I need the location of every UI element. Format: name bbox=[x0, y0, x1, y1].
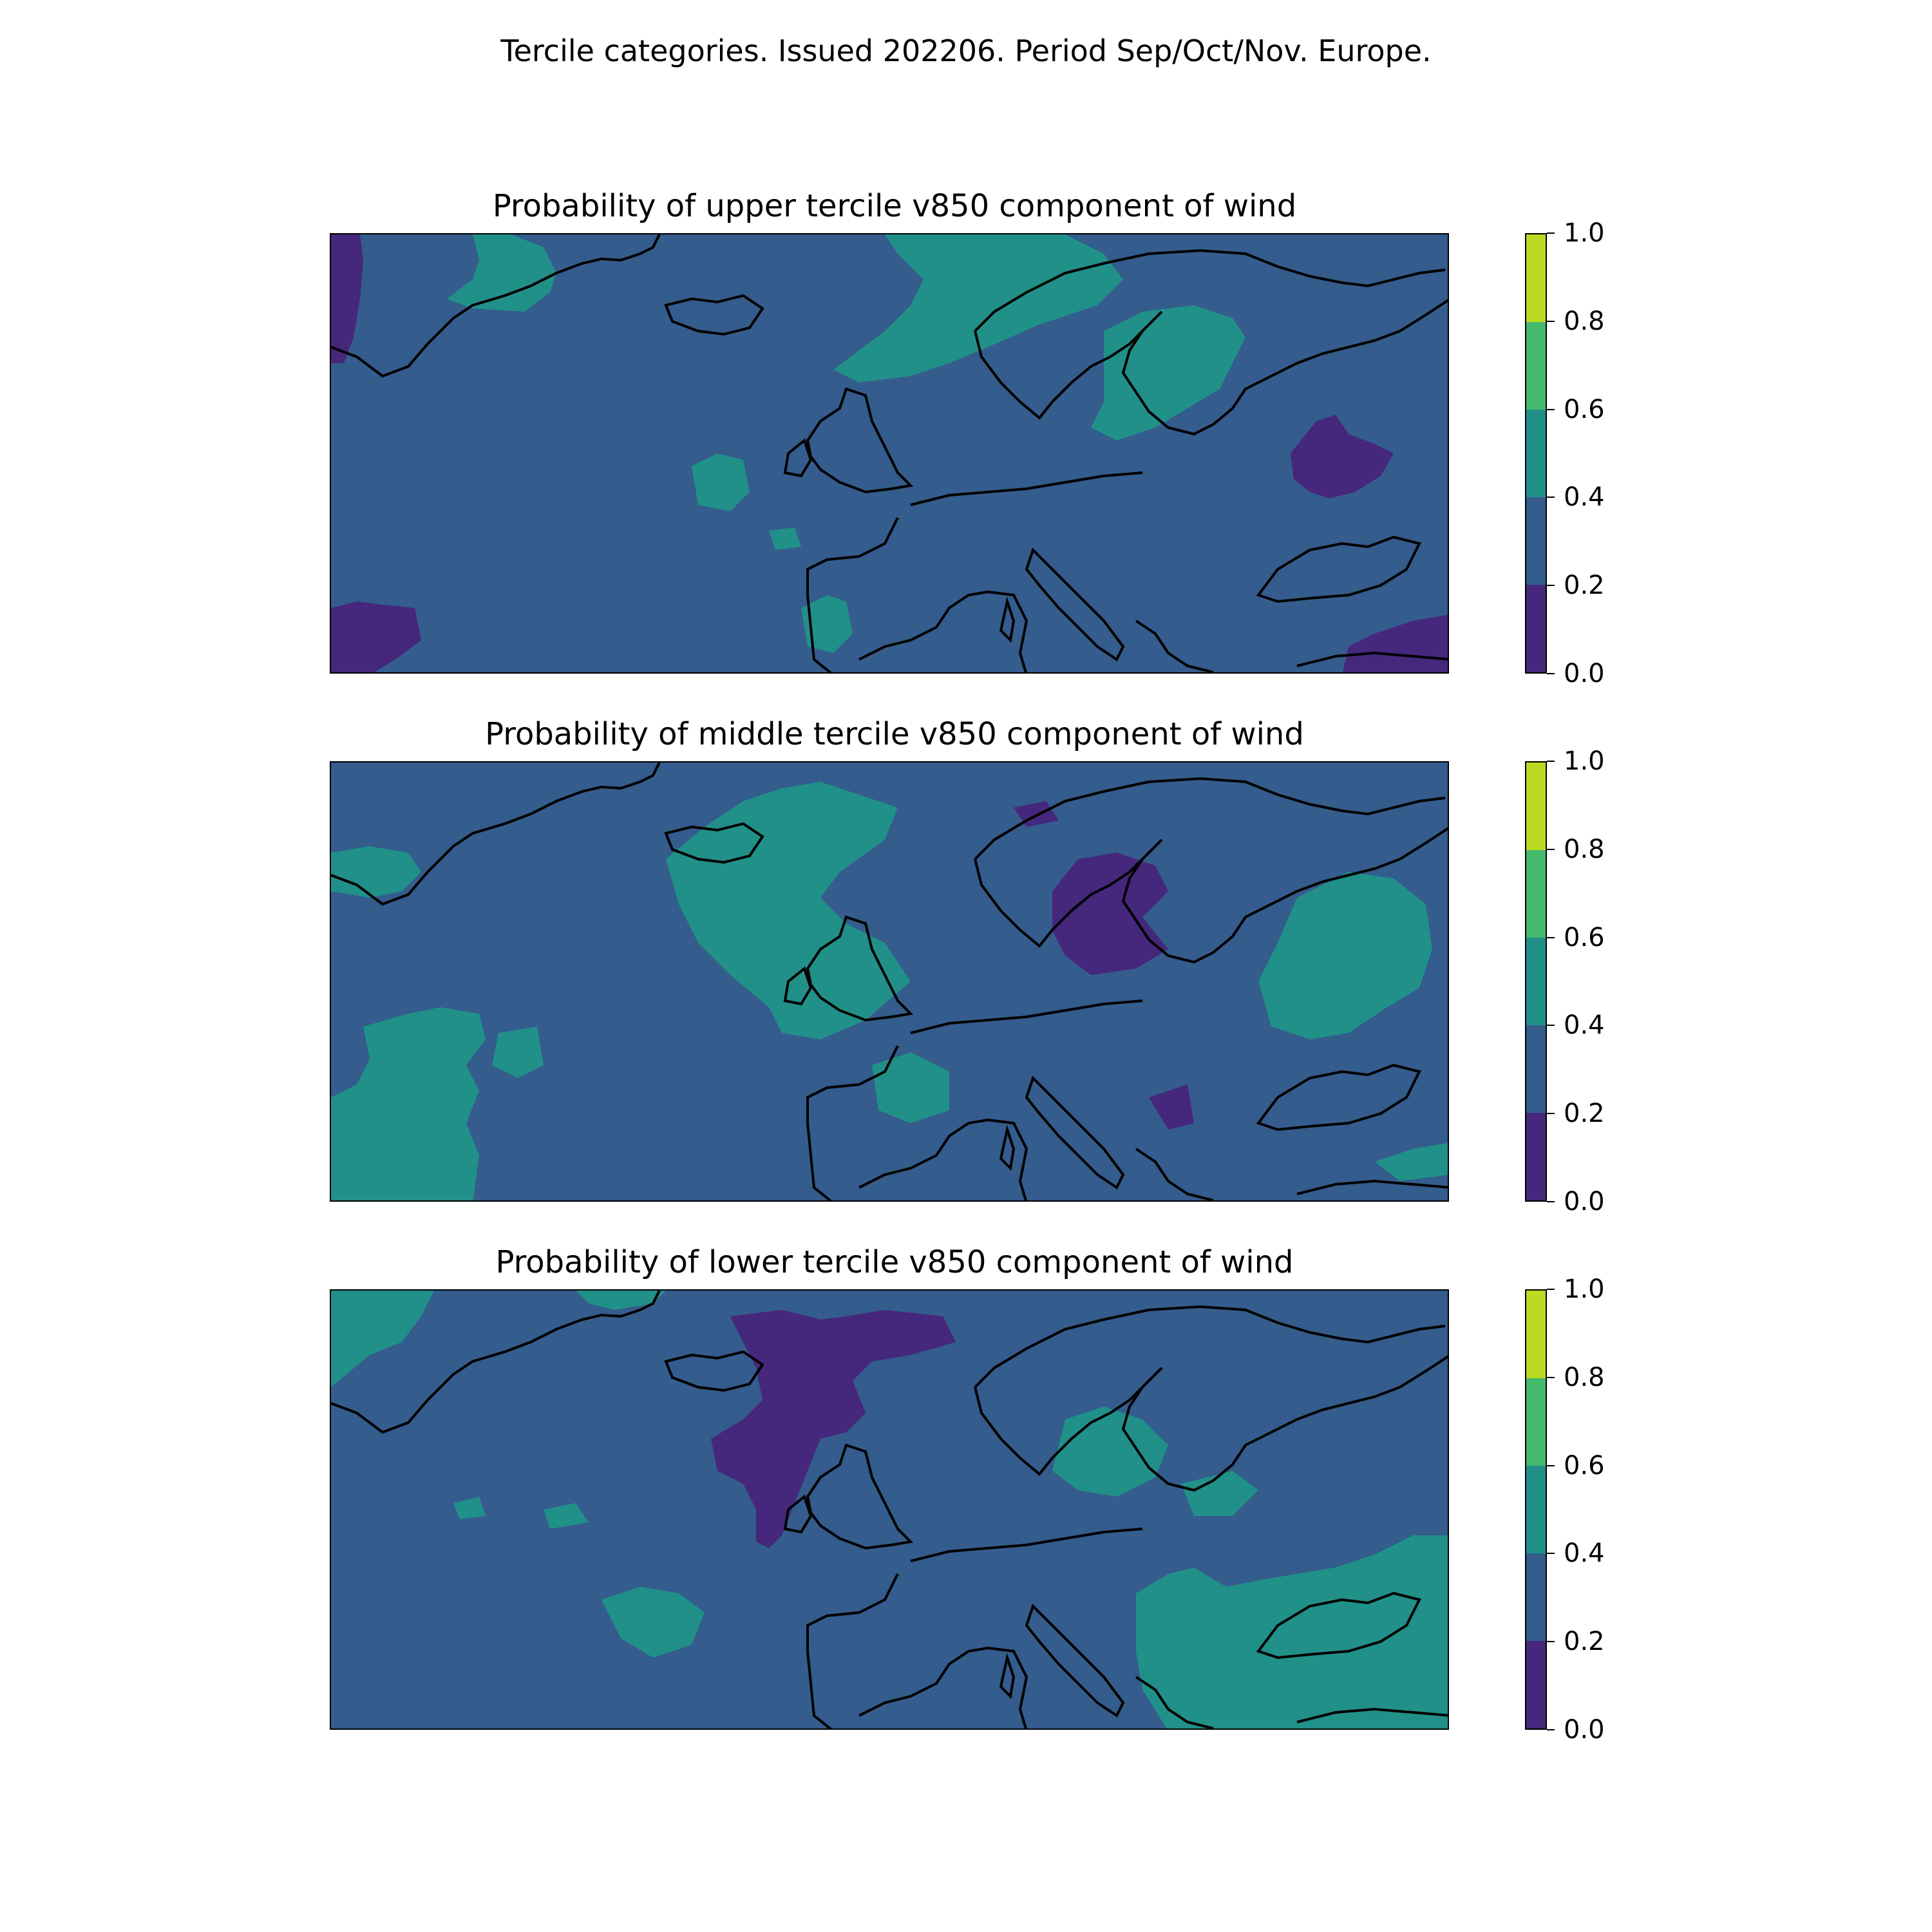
coastlines-middle bbox=[331, 762, 1449, 1202]
cbar-lower-tick-1: 0.2 bbox=[1564, 1627, 1605, 1656]
panel-title-upper: Probability of upper tercile v850 component of wind bbox=[492, 188, 1297, 224]
cbar-upper-tick-1: 0.2 bbox=[1564, 571, 1605, 600]
map-lower[interactable] bbox=[330, 1289, 1449, 1730]
cbar-upper-tick-4: 0.8 bbox=[1564, 307, 1605, 336]
panel-title-middle: Probability of middle tercile v850 component of wind bbox=[485, 716, 1304, 752]
cbar-lower-tick-0: 0.0 bbox=[1564, 1715, 1605, 1745]
coastlines-lower bbox=[331, 1291, 1449, 1730]
cbar-lower-tick-3: 0.6 bbox=[1564, 1451, 1605, 1481]
cbar-middle-tick-0: 0.0 bbox=[1564, 1187, 1605, 1217]
map-middle[interactable] bbox=[330, 761, 1449, 1202]
cbar-lower-tick-4: 0.8 bbox=[1564, 1363, 1605, 1392]
cbar-upper-tick-3: 0.6 bbox=[1564, 395, 1605, 424]
cbar-upper-tick-2: 0.4 bbox=[1564, 482, 1605, 512]
colorbar-middle bbox=[1525, 761, 1547, 1202]
cbar-middle-tick-4: 0.8 bbox=[1564, 835, 1605, 864]
map-lower-fill bbox=[331, 1291, 1449, 1730]
map-middle-fill bbox=[331, 762, 1449, 1202]
cbar-upper-tick-0: 0.0 bbox=[1564, 659, 1605, 688]
cbar-middle-tick-1: 0.2 bbox=[1564, 1099, 1605, 1128]
cbar-lower-tick-5: 1.0 bbox=[1564, 1274, 1605, 1304]
panel-title-lower: Probability of lower tercile v850 component of wind bbox=[495, 1244, 1294, 1280]
coastlines-upper bbox=[331, 234, 1449, 674]
colorbar-lower bbox=[1525, 1289, 1547, 1730]
cbar-middle-tick-3: 0.6 bbox=[1564, 923, 1605, 952]
cbar-lower-tick-2: 0.4 bbox=[1564, 1539, 1605, 1568]
colorbar-upper bbox=[1525, 233, 1547, 674]
cbar-middle-tick-2: 0.4 bbox=[1564, 1010, 1605, 1040]
figure-title: Tercile categories. Issued 202206. Period Sep/Oct/Nov. Europe. bbox=[500, 33, 1432, 68]
cbar-middle-tick-5: 1.0 bbox=[1564, 746, 1605, 776]
cbar-upper-tick-5: 1.0 bbox=[1564, 218, 1605, 248]
map-upper[interactable] bbox=[330, 233, 1449, 674]
map-upper-fill bbox=[331, 234, 1449, 674]
